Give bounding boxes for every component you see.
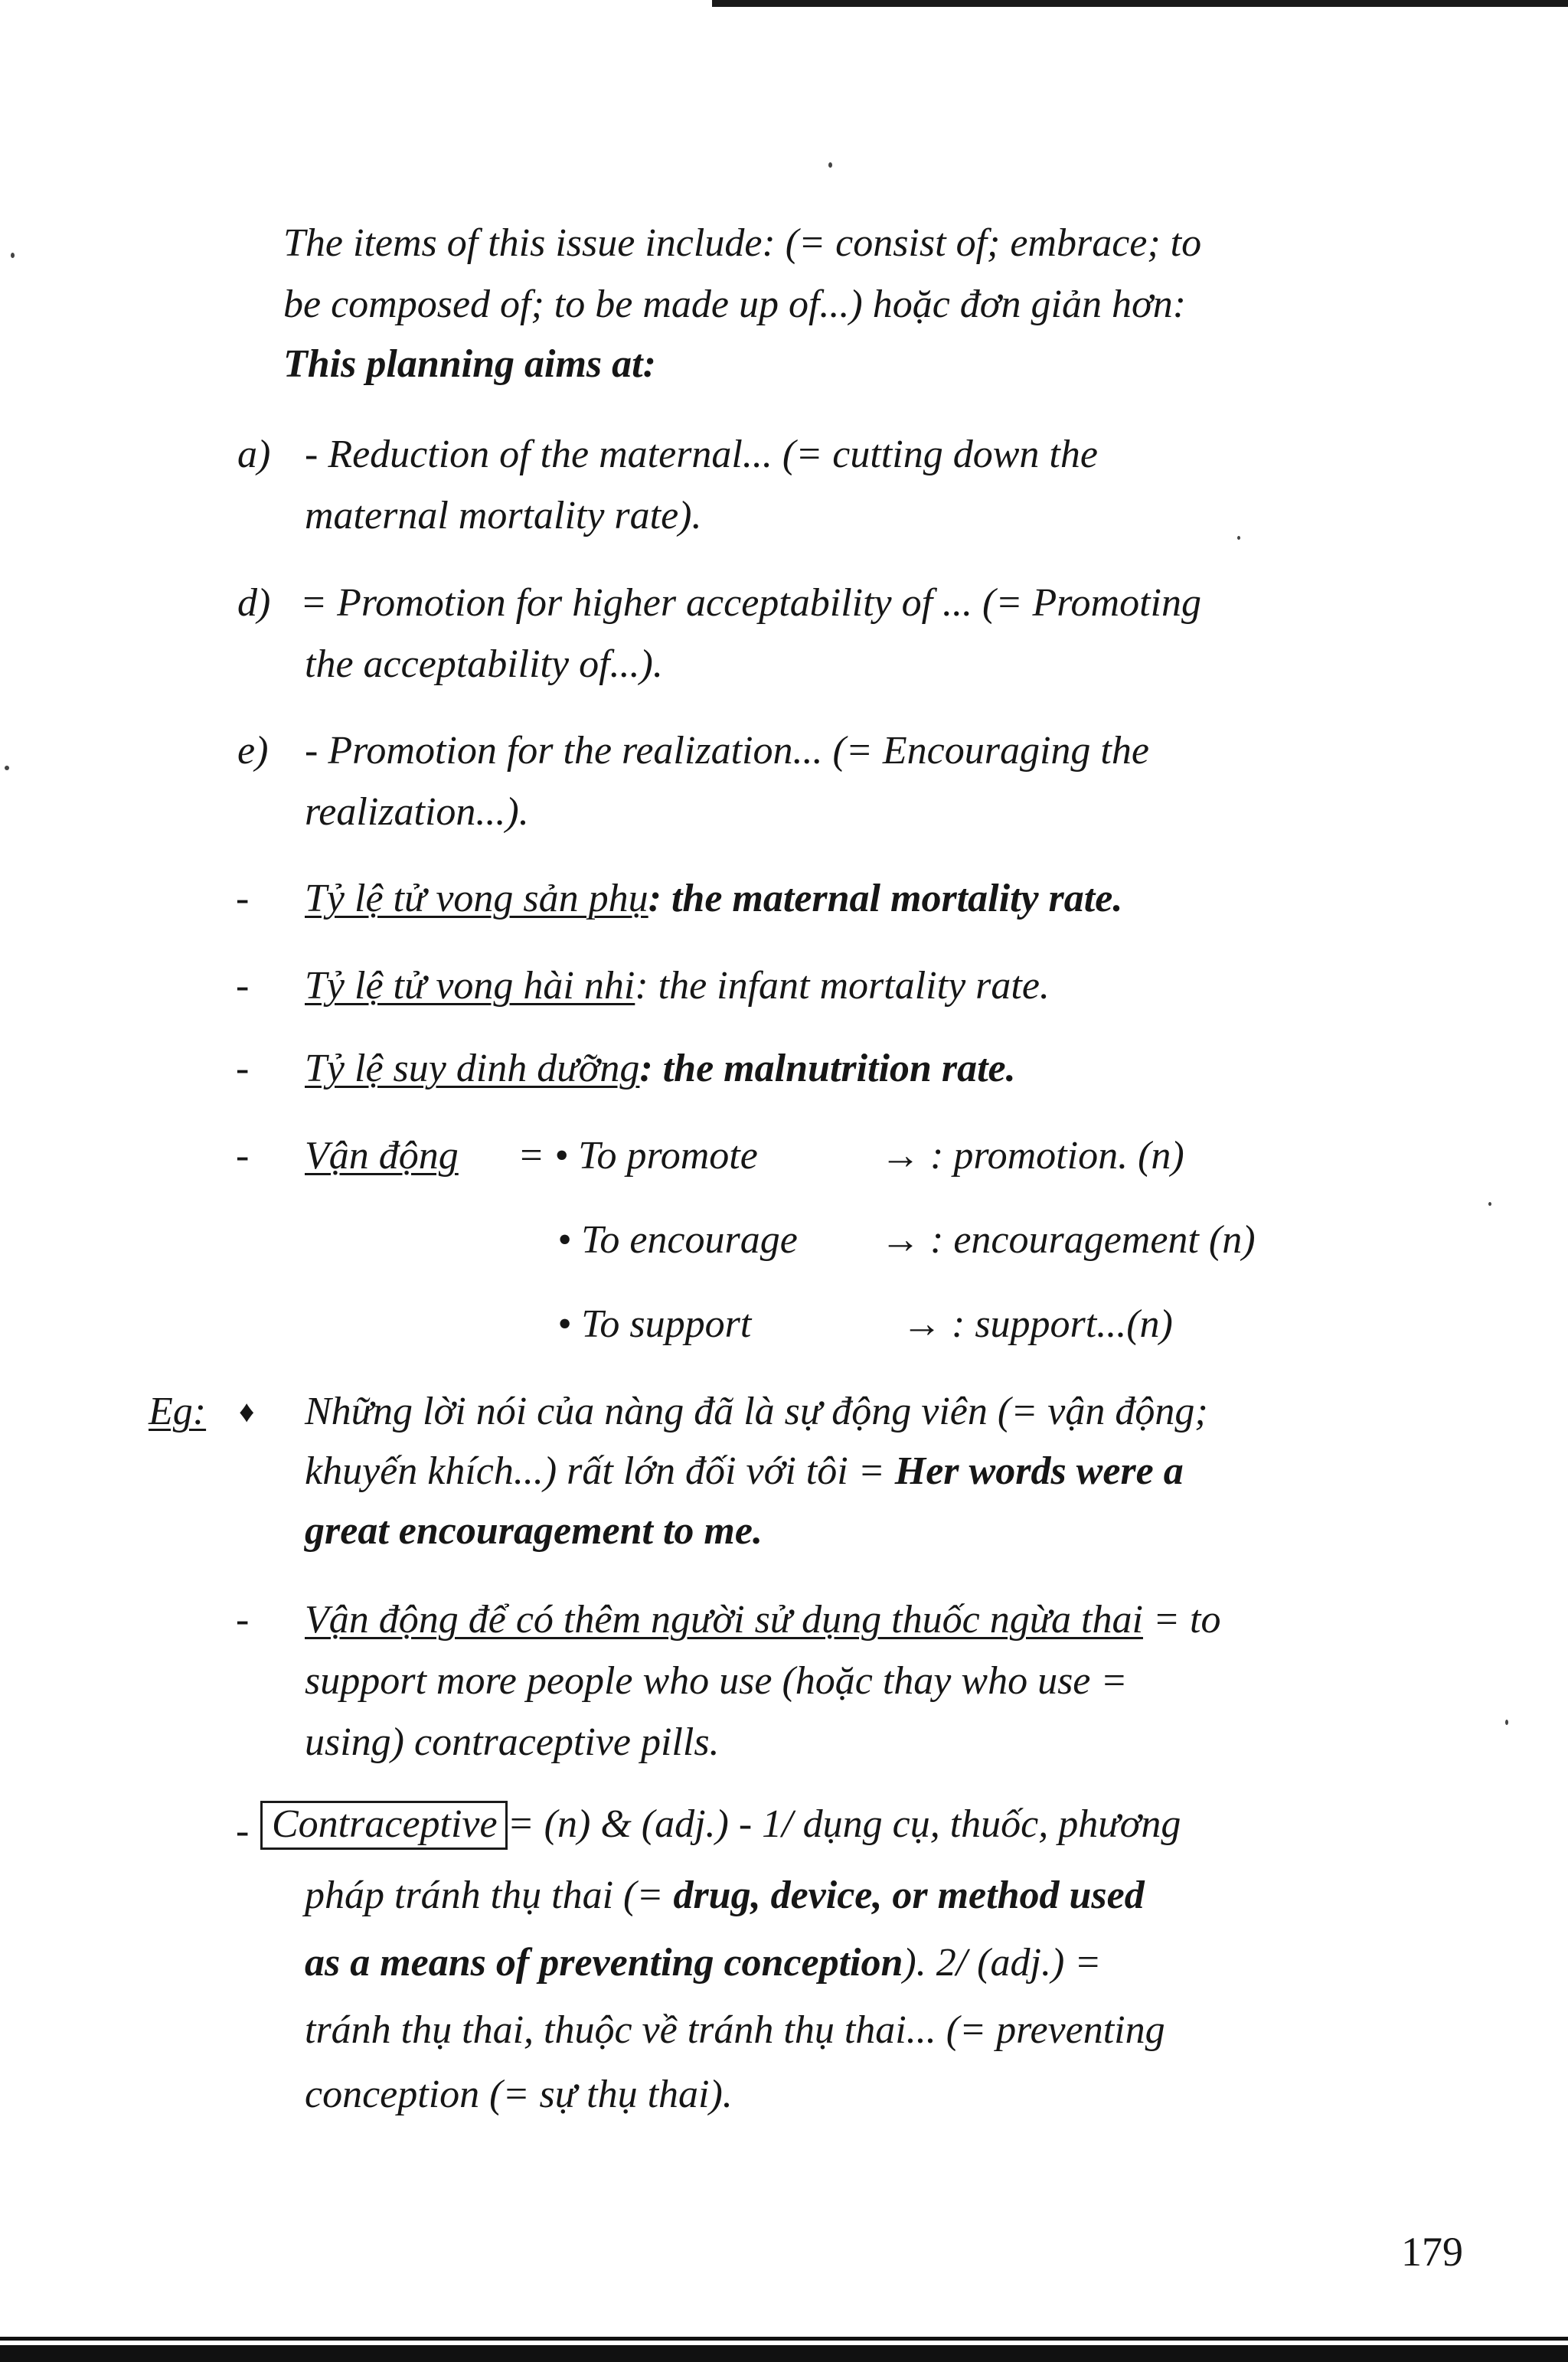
support-line-2: support more people who use (hoặc thay who use = bbox=[305, 1659, 1128, 1703]
term-malnutrition: Tỷ lệ suy dinh dưỡng bbox=[305, 1047, 640, 1090]
page-number: 179 bbox=[1401, 2229, 1463, 2275]
item-e-line-1: - Promotion for the realization... (= Encouraging the bbox=[305, 729, 1149, 773]
term-maternal-mortality: Tỷ lệ tử vong sản phụ bbox=[305, 877, 648, 920]
example-line-3: great encouragement to me. bbox=[305, 1509, 763, 1553]
item-d-line-2: the acceptability of...). bbox=[305, 642, 663, 686]
bottom-edge-rule-thin bbox=[0, 2337, 1568, 2341]
van-dong-promote: = • To promote bbox=[518, 1134, 758, 1178]
term-van-dong-label: Vận động bbox=[305, 1134, 459, 1178]
contraceptive-line-1 bbox=[260, 1801, 1181, 1850]
bullet-dash: - bbox=[236, 1809, 250, 1853]
top-edge-rule bbox=[712, 0, 1568, 7]
item-a-marker: a) bbox=[237, 433, 271, 476]
van-dong-encourage: • To encourage bbox=[557, 1218, 798, 1262]
item-d-line-1: = Promotion for higher acceptability of ... (= Promoting bbox=[300, 581, 1201, 625]
bullet-dash: - bbox=[236, 1134, 250, 1178]
intro-heading: This planning aims at: bbox=[283, 342, 656, 386]
intro-line-2: be composed of; to be made up of...) hoặc đơn giản hơn: bbox=[283, 283, 1187, 326]
term-infant-mortality: Tỷ lệ tử vong hài nhi bbox=[305, 964, 635, 1008]
contraceptive-line-3-en: as a means of preventing conception bbox=[305, 1941, 903, 1985]
contraceptive-line-5: conception (= sự thụ thai). bbox=[305, 2073, 733, 2116]
term-van-dong-ngua-thai: Vận động để có thêm người sử dụng thuốc ngừa thai bbox=[305, 1598, 1143, 1642]
bullet-infant-rate bbox=[305, 966, 1050, 1006]
intro-line-1: The items of this issue include: (= consist of; embrace; to bbox=[283, 221, 1202, 265]
support-line-3: using) contraceptive pills. bbox=[305, 1720, 720, 1764]
item-a-line-1: - Reduction of the maternal... (= cutting down the bbox=[305, 433, 1098, 476]
van-dong-support: • To support bbox=[557, 1302, 752, 1346]
example-label: Eg: bbox=[149, 1390, 207, 1433]
support-line-1 bbox=[305, 1600, 1221, 1640]
item-e-line-2: realization...). bbox=[305, 790, 529, 834]
term-van-dong bbox=[305, 1136, 459, 1176]
def-malnutrition: : the malnutrition rate. bbox=[639, 1047, 1016, 1090]
example-line-1: Những lời nói của nàng đã là sự động viên (= vận động; bbox=[305, 1390, 1208, 1433]
bullet-maternal-rate bbox=[305, 879, 1122, 919]
example-line-2-en: Her words were a bbox=[894, 1449, 1184, 1493]
item-a-line-2: maternal mortality rate). bbox=[305, 494, 702, 537]
contraceptive-line-2-vi: pháp tránh thụ thai (= bbox=[305, 1874, 674, 1917]
bullet-dash: - bbox=[236, 1598, 250, 1642]
def-maternal-mortality: : the maternal mortality rate. bbox=[648, 877, 1123, 920]
bullet-dash: - bbox=[236, 1047, 250, 1090]
contraceptive-line-3-rest: ). 2/ (adj.) = bbox=[903, 1941, 1102, 1985]
bullet-dash: - bbox=[236, 877, 250, 920]
support-line-1-rest: = to bbox=[1142, 1598, 1221, 1642]
contraceptive-line-2 bbox=[305, 1876, 1145, 1916]
contraceptive-line-4: tránh thụ thai, thuộc về tránh thụ thai... (= preventing bbox=[305, 2008, 1165, 2052]
contraceptive-term-box: Contraceptive bbox=[260, 1801, 508, 1850]
contraceptive-line-2-en: drug, device, or method used bbox=[673, 1874, 1145, 1917]
van-dong-promote-noun: → : promotion. (n) bbox=[880, 1134, 1184, 1178]
bullet-malnutrition-rate bbox=[305, 1049, 1016, 1089]
contraceptive-line-3 bbox=[305, 1943, 1101, 1983]
example-line-2 bbox=[305, 1449, 1184, 1493]
def-infant-mortality: : the infant mortality rate. bbox=[635, 964, 1050, 1008]
van-dong-encourage-noun: → : encouragement (n) bbox=[880, 1218, 1256, 1262]
example-bullet: ♦ bbox=[239, 1394, 255, 1429]
contraceptive-line-1-rest: = (n) & (adj.) - 1/ dụng cụ, thuốc, phương bbox=[507, 1802, 1181, 1846]
example-line-2-vi: khuyến khích...) rất lớn đối với tôi = bbox=[305, 1449, 895, 1493]
item-e-marker: e) bbox=[237, 729, 269, 773]
bottom-edge-rule bbox=[0, 2345, 1568, 2362]
van-dong-support-noun: → : support...(n) bbox=[902, 1302, 1173, 1346]
bullet-dash: - bbox=[236, 964, 250, 1008]
item-d-marker: d) bbox=[237, 581, 271, 625]
